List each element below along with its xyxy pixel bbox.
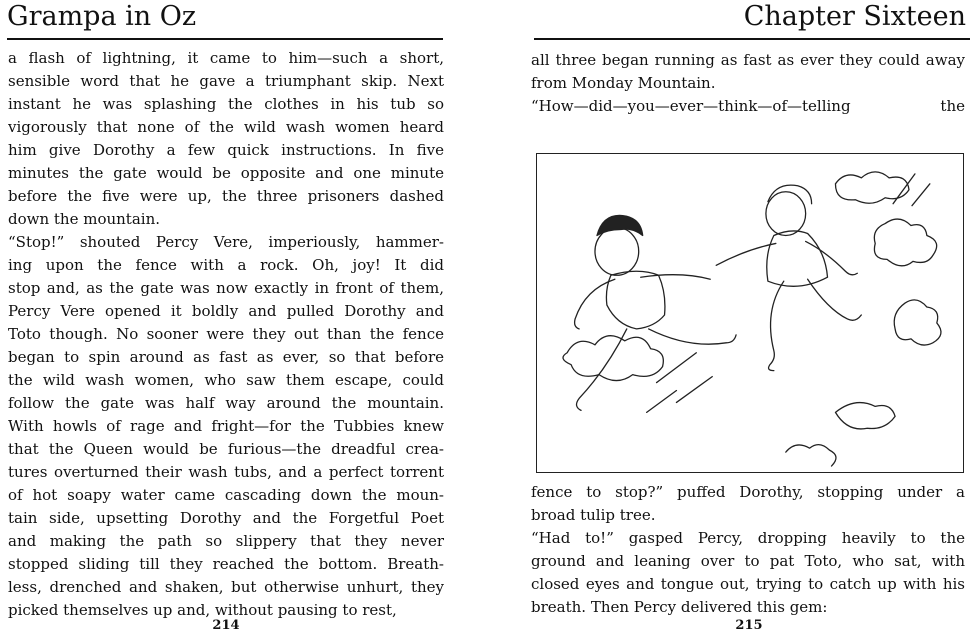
text-line: began to spin around as fast as ever, so that before xyxy=(8,348,444,366)
text-line: him give Dorothy a few quick instructions. In five xyxy=(8,141,444,159)
text-line: and making the path so slippery that they never xyxy=(8,532,444,550)
text-line: less, drenched and shaken, but otherwise unhurt, they xyxy=(8,578,444,596)
text-line: a flash of lightning, it came to him—such a short, xyxy=(8,49,444,67)
running-head-chapter: Chapter Sixteen xyxy=(743,1,966,32)
text-line: sensible word that he gave a triumphant skip. Next xyxy=(8,72,444,90)
text-line: from Monday Mountain. xyxy=(531,74,716,92)
text-line: instant he was splashing the clothes in his tub so xyxy=(8,95,444,113)
text-line: With howls of rage and fright—for the Tubbies knew xyxy=(8,417,444,435)
text-line: follow the gate was half way around the mountain. xyxy=(8,394,444,412)
text-line: of hot soapy water came cascading down the moun- xyxy=(8,486,444,504)
header-rule xyxy=(7,38,443,40)
text-line: stopped sliding till they reached the bottom. Breath- xyxy=(8,555,444,573)
running-head-book-title: Grampa in Oz xyxy=(7,1,197,32)
text-line: Toto though. No sooner were they out than the fence xyxy=(8,325,444,343)
header-rule xyxy=(534,38,970,40)
text-line: tain side, upsetting Dorothy and the Forgetful Poet xyxy=(8,509,444,527)
text-line: ing upon the fence with a rock. Oh, joy! It did xyxy=(8,256,444,274)
text-line: picked themselves up and, without pausing to rest, xyxy=(8,601,397,619)
right-page xyxy=(512,0,970,638)
text-line: fence to stop?” puffed Dorothy, stopping under a xyxy=(531,483,965,501)
right-text-block-top xyxy=(531,49,965,118)
left-page xyxy=(0,0,460,638)
text-line: stop and, as the gate was now exactly in front of them, xyxy=(8,279,444,297)
text-line: “How—did—you—ever—think—of—telling the xyxy=(531,97,965,115)
text-line: “Stop!” shouted Percy Vere, imperiously, hammer- xyxy=(8,233,444,251)
page-number: 215 xyxy=(735,618,763,633)
text-line: the wild wash women, who saw them escape, could xyxy=(8,371,444,389)
page-number: 214 xyxy=(212,618,240,633)
text-line: breath. Then Percy delivered this gem: xyxy=(531,598,828,616)
text-line: broad tulip tree. xyxy=(531,506,656,524)
text-line: vigorously that none of the wild wash women heard xyxy=(8,118,444,136)
text-line: that the Queen would be furious—the dreadful crea- xyxy=(8,440,444,458)
text-line: minutes the gate would be opposite and one minute xyxy=(8,164,444,182)
text-line: down the mountain. xyxy=(8,210,161,228)
text-line: closed eyes and tongue out, trying to catch up with his xyxy=(531,575,965,593)
text-line: tures overturned their wash tubs, and a perfect torrent xyxy=(8,463,444,481)
text-line: all three began running as fast as ever they could away xyxy=(531,51,965,69)
running-figures-illustration-icon xyxy=(537,154,963,472)
text-line: ground and leaning over to pat Toto, who sat, with xyxy=(531,552,965,570)
text-line: Percy Vere opened it boldly and pulled Dorothy and xyxy=(8,302,444,320)
illustration-frame xyxy=(536,153,964,473)
left-text-block xyxy=(8,47,444,622)
text-line: “Had to!” gasped Percy, dropping heavily to the xyxy=(531,529,965,547)
right-text-block-bottom xyxy=(531,481,965,619)
text-line: before the five were up, the three prisoners dashed xyxy=(8,187,444,205)
